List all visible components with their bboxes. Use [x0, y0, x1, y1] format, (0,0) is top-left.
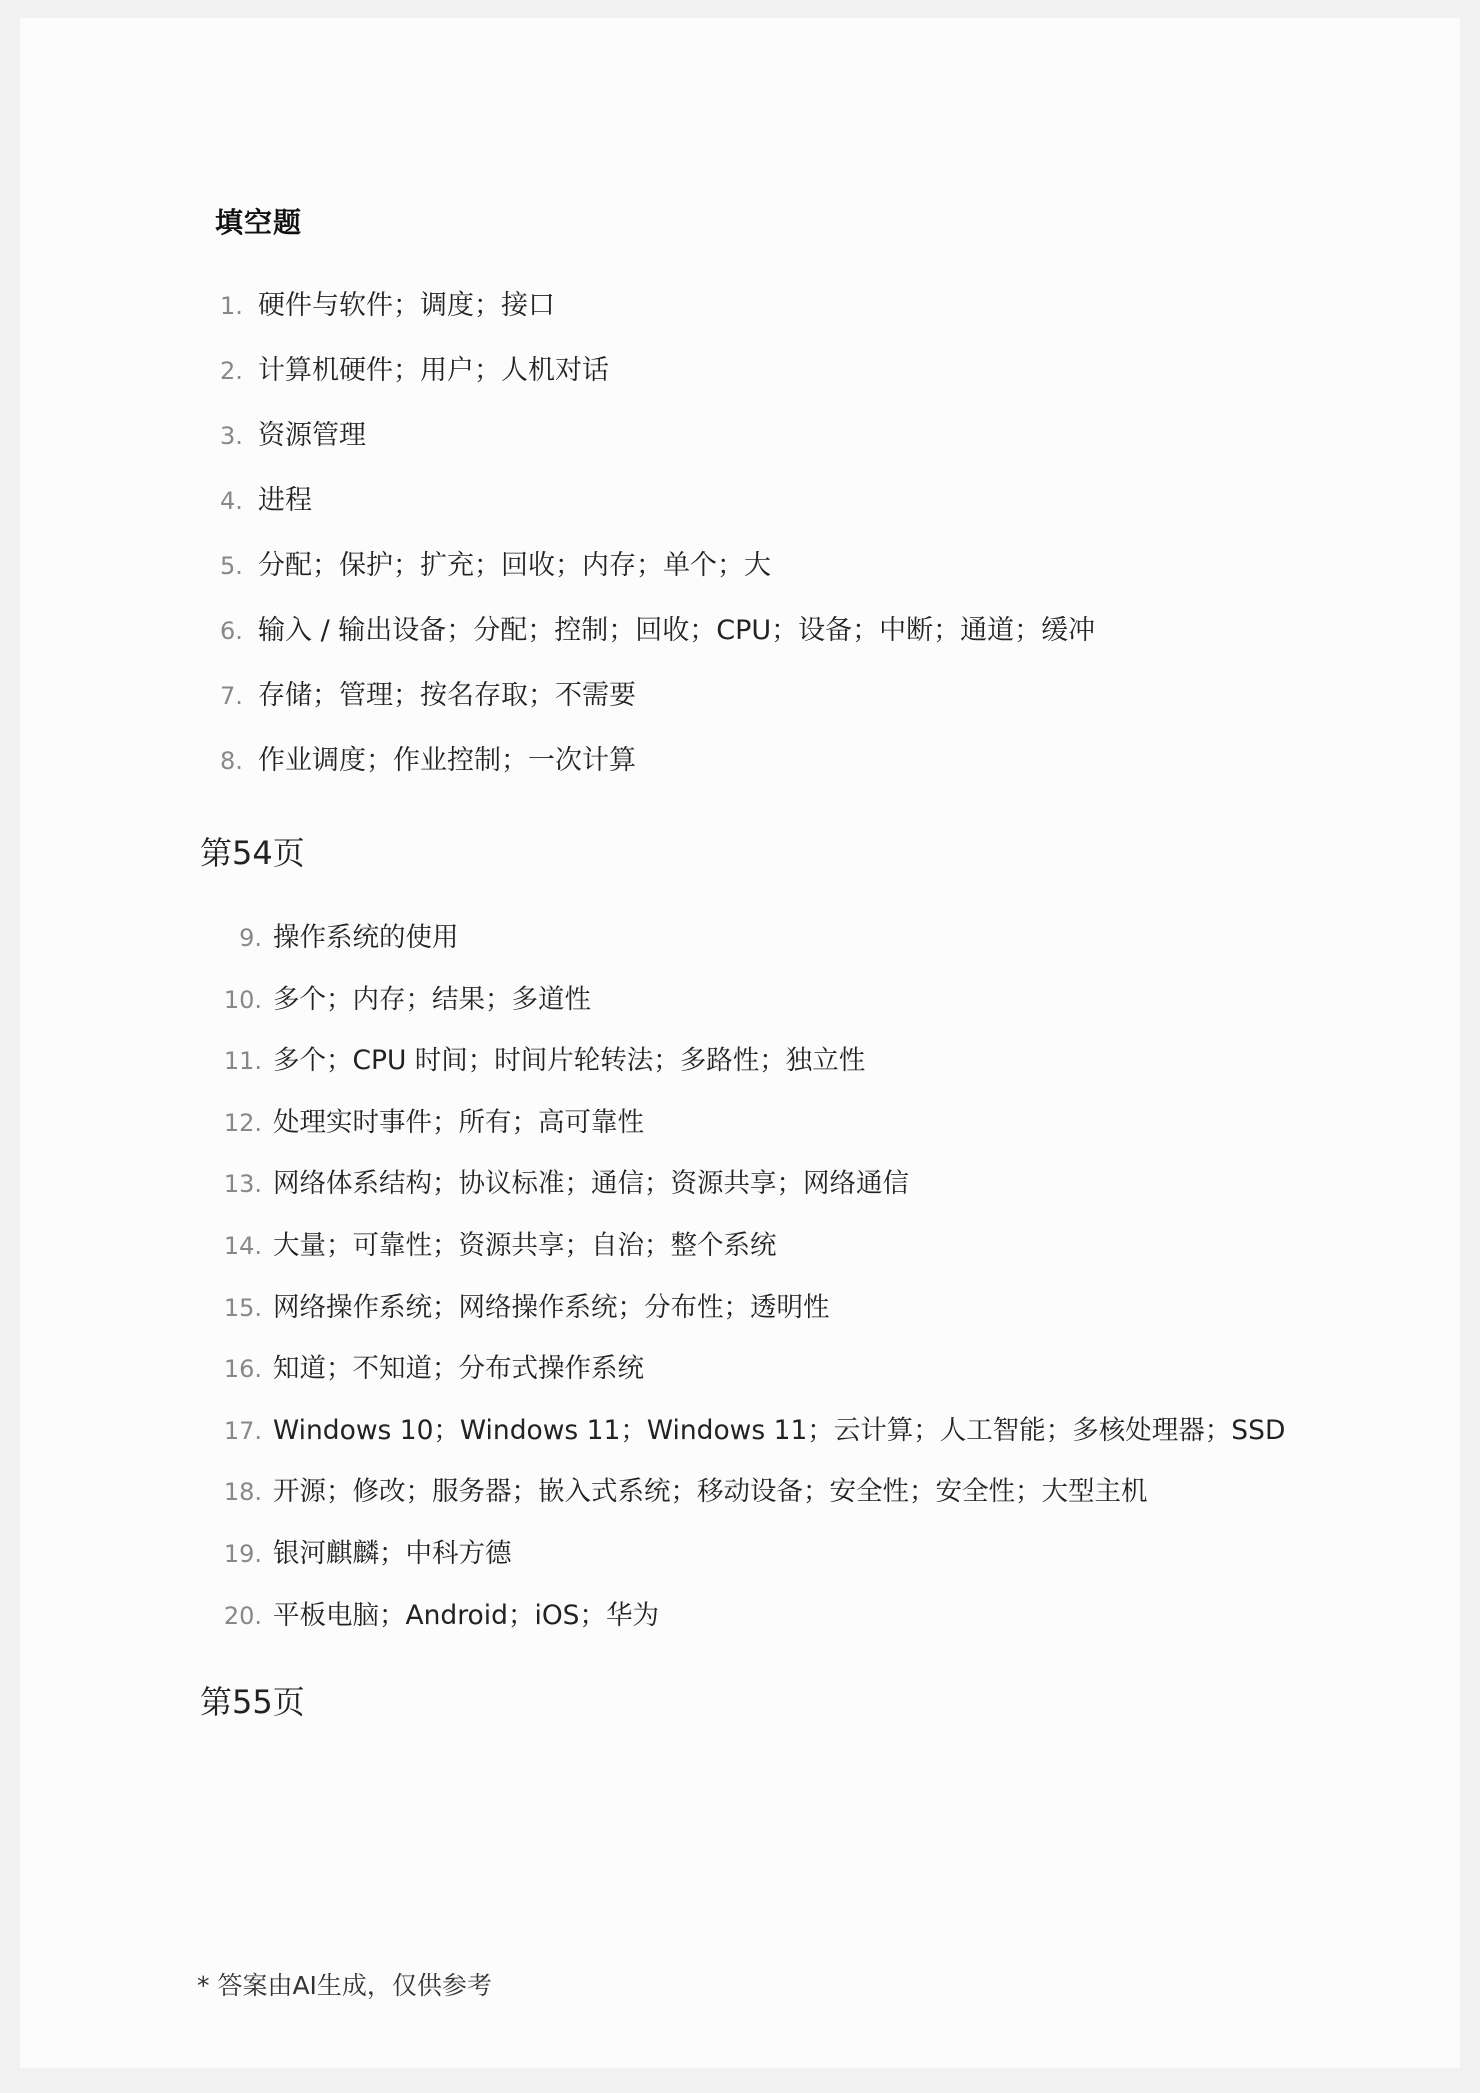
item-text: 存储；管理；按名存取；不需要: [258, 680, 636, 711]
item-number: 4.: [220, 487, 243, 515]
item-number: 3.: [220, 422, 243, 450]
item-text: Windows 10；Windows 11；Windows 11；云计算；人工智能；多核处理器；SSD: [273, 1414, 1286, 1446]
item-number: 6.: [220, 617, 243, 645]
list-item: [208, 1161, 1285, 1223]
item-text: 大量；可靠性；资源共享；自治；整个系统: [273, 1229, 777, 1261]
item-text: 资源管理: [258, 420, 366, 451]
item-text: 知道；不知道；分布式操作系统: [273, 1353, 644, 1385]
item-number: 11.: [223, 1047, 262, 1076]
item-number: 19.: [223, 1539, 262, 1568]
item-text: 作业调度；作业控制；一次计算: [258, 745, 636, 776]
list-item: [220, 738, 1095, 803]
item-number: 13.: [223, 1170, 262, 1199]
item-number: 18.: [223, 1478, 262, 1507]
list-item: [208, 1531, 1285, 1593]
item-number: 16.: [223, 1355, 262, 1384]
list-item: [208, 1346, 1285, 1408]
list-item: [220, 283, 1095, 348]
item-text: 平板电脑；Android；iOS；华为: [273, 1599, 659, 1631]
list-item: [208, 1100, 1285, 1162]
list-item: [220, 478, 1095, 543]
answer-list-2: [208, 915, 1285, 1654]
item-number: 17.: [223, 1416, 262, 1445]
list-item: [220, 348, 1095, 413]
list-item: [220, 608, 1095, 673]
ai-disclaimer-footnote: * 答案由AI生成，仅供参考: [197, 1971, 492, 2000]
list-item: [208, 1593, 1285, 1655]
document-page: [20, 18, 1460, 2068]
item-number: 8.: [220, 747, 243, 775]
item-text: 操作系统的使用: [273, 922, 459, 953]
list-item: [220, 413, 1095, 478]
item-number: 12.: [223, 1108, 262, 1137]
list-item: [208, 1038, 1285, 1100]
item-number: 2.: [220, 357, 243, 385]
item-text: 处理实时事件；所有；高可靠性: [273, 1106, 644, 1138]
item-number: 20.: [223, 1601, 262, 1630]
item-text: 多个；内存；结果；多道性: [273, 983, 591, 1015]
list-item: [208, 1408, 1285, 1470]
list-item: [208, 1469, 1285, 1531]
item-number: 1.: [220, 292, 243, 320]
list-item: [208, 1285, 1285, 1347]
item-number: 14.: [223, 1231, 262, 1260]
list-item: [220, 543, 1095, 608]
item-text: 进程: [258, 485, 312, 516]
list-item: [208, 915, 1285, 977]
item-text: 输入 / 输出设备；分配；控制；回收；CPU；设备；中断；通道；缓冲: [258, 615, 1096, 646]
section-heading: 填空题: [215, 206, 303, 239]
item-text: 硬件与软件；调度；接口: [258, 290, 555, 321]
item-number: 15.: [223, 1293, 262, 1322]
list-item: [208, 1223, 1285, 1285]
page-number-label: 第55页: [200, 1683, 305, 1721]
list-item: [208, 977, 1285, 1039]
page-number-label: 第54页: [200, 834, 305, 872]
item-text: 网络体系结构；协议标准；通信；资源共享；网络通信: [273, 1168, 909, 1200]
item-number: 10.: [223, 985, 262, 1014]
item-text: 分配；保护；扩充；回收；内存；单个；大: [258, 550, 771, 581]
item-number: 7.: [220, 682, 243, 710]
answer-list-1: [220, 283, 1095, 803]
item-number: 5.: [220, 552, 243, 580]
item-text: 网络操作系统；网络操作系统；分布性；透明性: [273, 1291, 830, 1323]
item-text: 开源；修改；服务器；嵌入式系统；移动设备；安全性；安全性；大型主机: [273, 1476, 1148, 1508]
list-item: [220, 673, 1095, 738]
item-text: 计算机硬件；用户；人机对话: [258, 355, 609, 386]
item-text: 银河麒麟；中科方德: [273, 1537, 512, 1569]
item-text: 多个；CPU 时间；时间片轮转法；多路性；独立性: [273, 1045, 866, 1077]
item-number: 9.: [239, 924, 262, 952]
